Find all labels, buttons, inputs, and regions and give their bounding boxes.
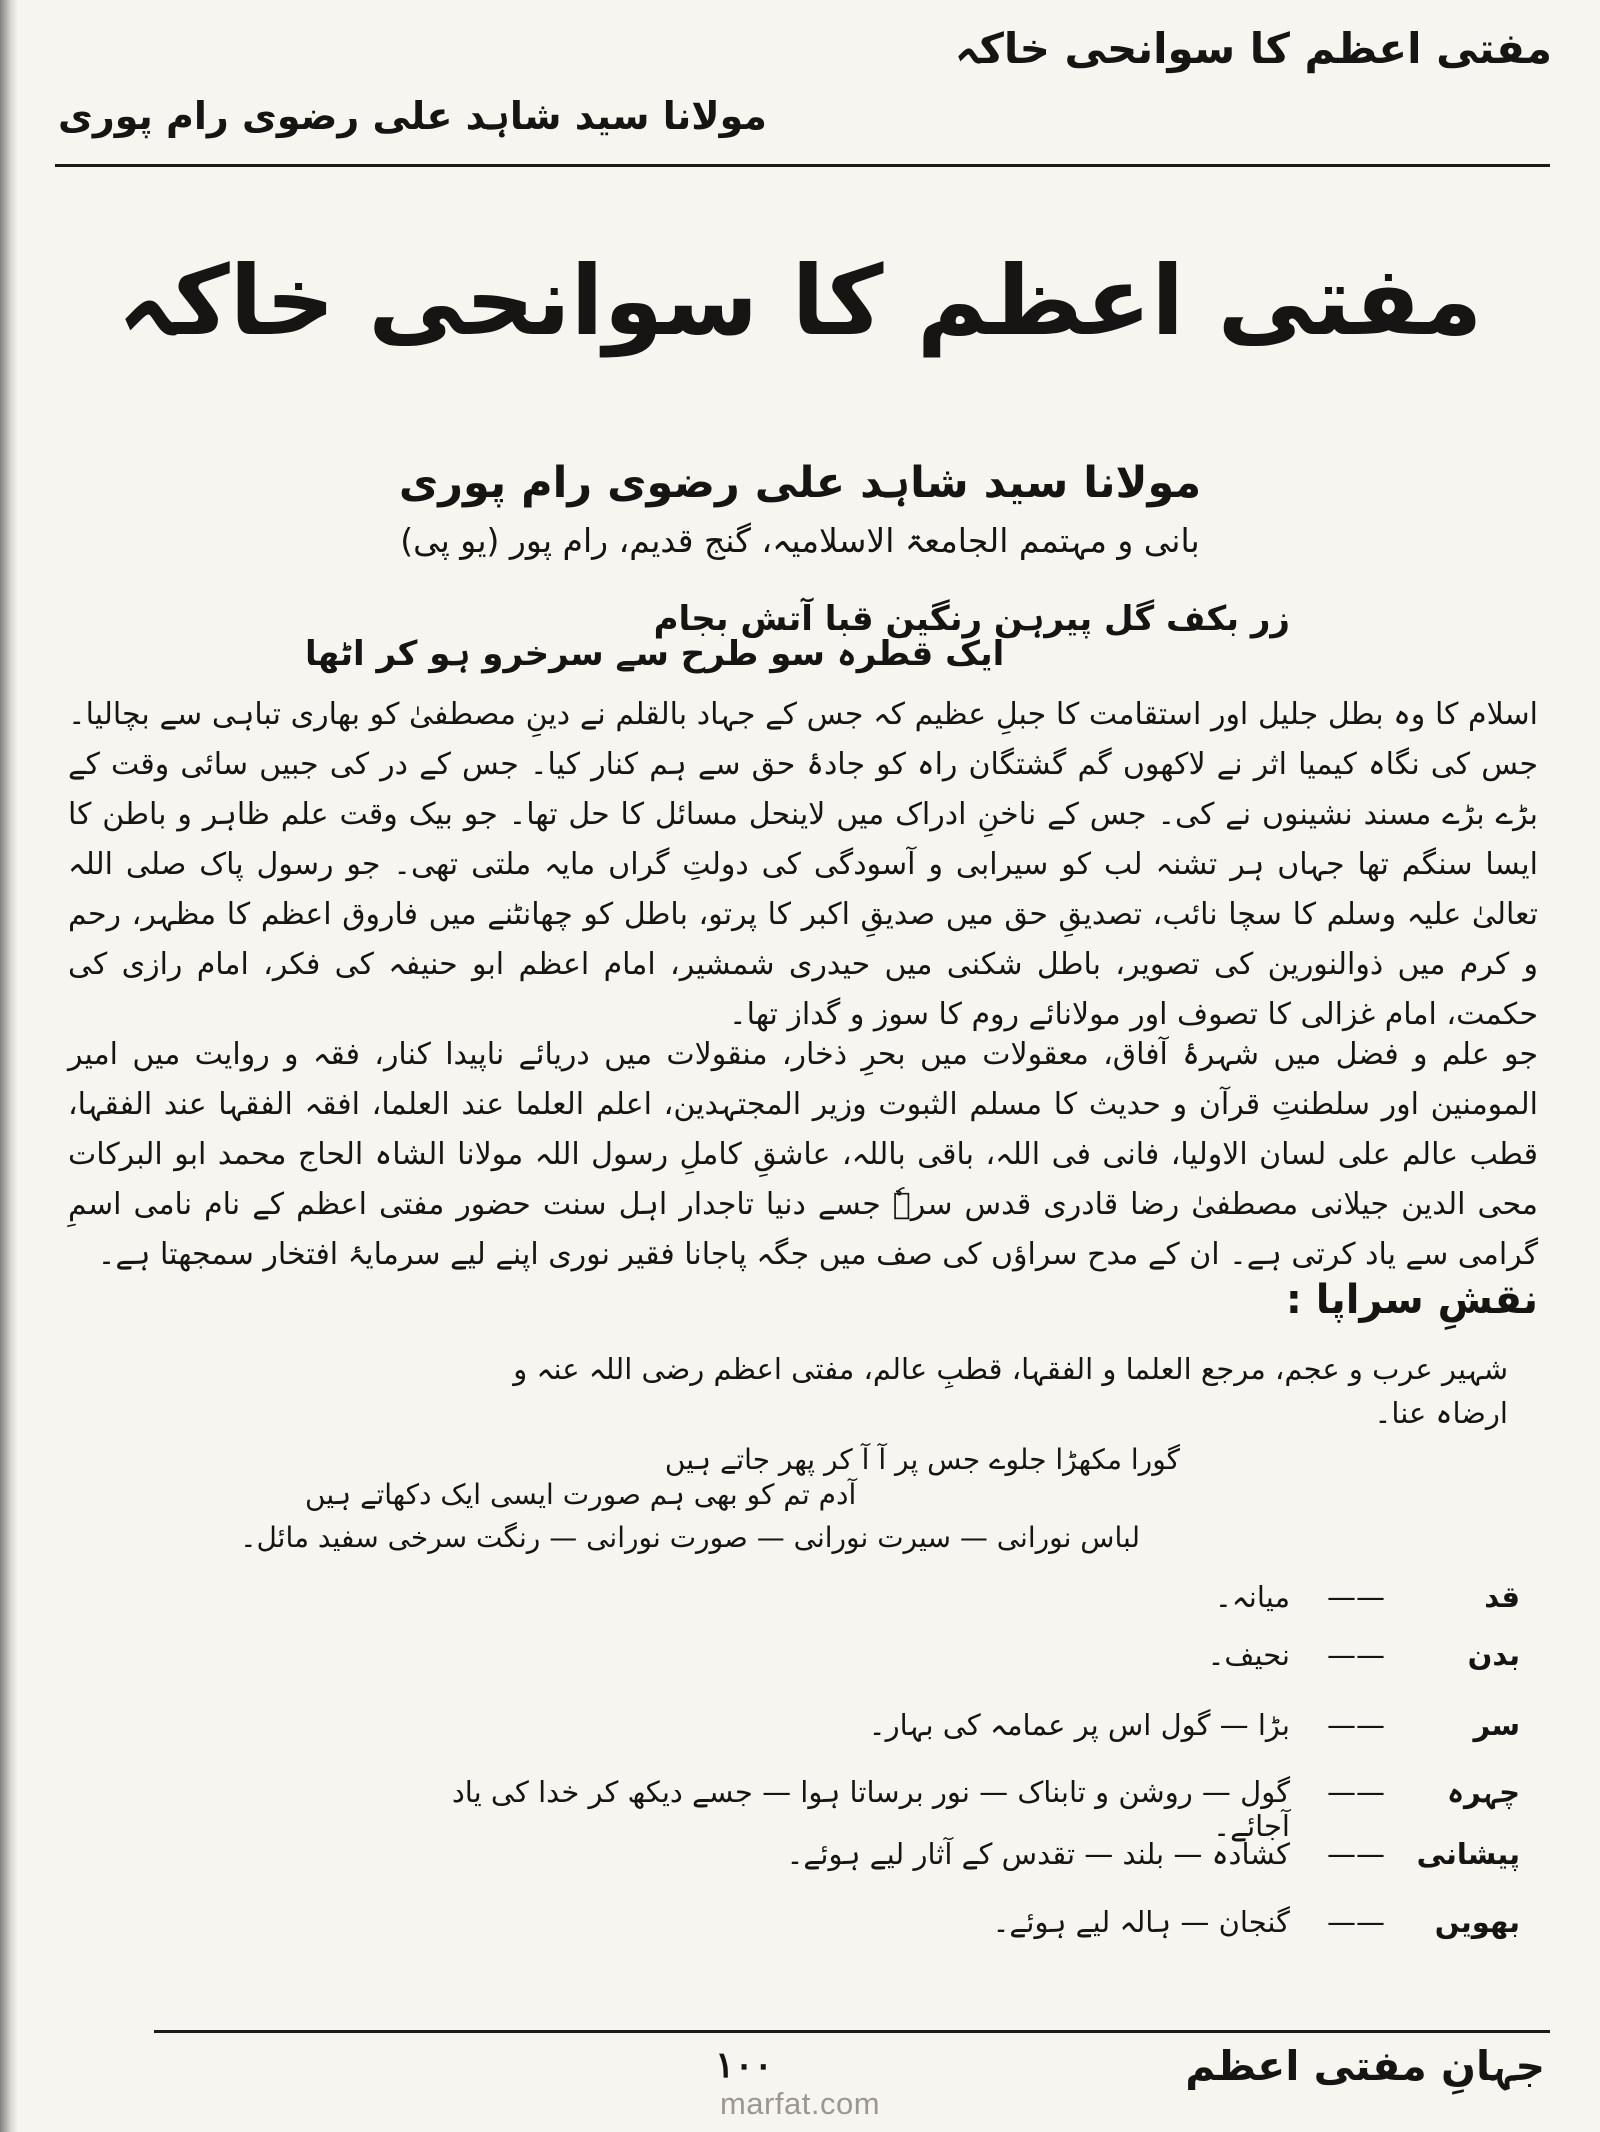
page-title: مفتی اعظم کا سوانحی خاکہ [117,245,1483,357]
running-footer-right: جہانِ مفتی اعظم [1185,2042,1545,2090]
detail-row-head [370,1708,1520,1768]
detail-label: قد [1484,1580,1520,1614]
detail-row-height [370,1580,1520,1640]
detail-label: بھویں [1434,1905,1520,1939]
detail-row-forehead [370,1837,1520,1897]
verse-line-right-2: گورا مکھڑا جلوے جس پر آ آ کر پھر جاتے ہیں [664,1443,1180,1476]
verse-line-left-2: آدم تم کو بھی ہم صورت ایسی ایک دکھاتے ہیں [305,1478,857,1511]
body-paragraph: جو علم و فضل میں شہرۂ آفاق، معقولات میں بحرِ ذخار، منقولات میں دریائے ناپیدا کنار، فقہ و روایت میں امیر المومنین اور سلطنتِ قرآن و حدیث کا مسلم الثبوت وزیر المجتہدین، اعلم العلما عند العلما، افقہ الفقہا عند الفقہا، قطب عالم علی لسان الاولیا، فانی فی اللہ، باقی باللہ، عاشقِ کاملِ رسول اللہ مولانا الشاہ الحاج محمد ابو البرکات محی الدین جیلانی مصطفیٰ رضا قادری قدس سرہٗ جسے دنیا تاجدار اہل سنت حضور مفتی اعظم کے نام نامی اسمِ گرامی سے یاد کرتی ہے۔ ان کے مدح سراؤں کی صف میں جگہ پاجانا فقیر نوری اپنے لیے سرمایۂ افتخار سمجھتا ہے۔ [68,1037,1538,1272]
detail-dash: —— [1327,1708,1385,1742]
detail-dash: —— [1327,1638,1385,1672]
detail-value: نحیف۔ [1207,1638,1290,1672]
website-watermark: marfat.com [719,2086,881,2121]
verse-line-right: زر بکف گل پیرہن رنگین قبا آتش بجام [653,599,1290,639]
running-header-left: مولانا سید شاہد علی رضوی رام پوری [58,94,767,138]
section-title: نقشِ سراپا : [1285,1277,1538,1323]
header-rule [55,164,1550,167]
section-description: شہیر عرب و عجم، مرجع العلما و الفقہا، قطبِ عالم، مفتی اعظم رضی اللہ عنہ و ارضاہ عنا۔ [513,1352,1508,1430]
detail-value: میانہ۔ [1214,1580,1290,1614]
qualities-line: لباس نورانی — سیرت نورانی — صورت نورانی — رنگت سرخی سفید مائل۔ [240,1521,1140,1554]
footer-rule [154,2030,1550,2033]
detail-value: بڑا — گول اس پر عمامہ کی بہار۔ [868,1708,1290,1742]
detail-label: چہرہ [1447,1775,1520,1809]
author-name: مولانا سید شاہد علی رضوی رام پوری [398,458,1202,508]
detail-label: سر [1473,1708,1520,1742]
page-number: ۱۰۰ [715,2044,774,2085]
detail-label: بدن [1467,1638,1520,1672]
detail-label: پیشانی [1416,1837,1520,1871]
detail-row-eyebrows [370,1905,1520,1965]
detail-value: گول — روشن و تابناک — نور برساتا ہوا — جسے دیکھ کر خدا کی یاد آجائے۔ [451,1775,1290,1843]
detail-value: گنجان — ہالہ لیے ہوئے۔ [992,1905,1290,1939]
detail-dash: —— [1327,1775,1385,1809]
verse-line-left: ایک قطرہ سو طرح سے سرخرو ہو کر اٹھا [305,634,1005,674]
detail-dash: —— [1327,1580,1385,1614]
detail-dash: —— [1327,1905,1385,1939]
author-designation: بانی و مہتمم الجامعۃ الاسلامیہ، گنج قدیم، رام پور (یو پی) [400,521,1200,560]
running-header-right: مفتی اعظم کا سوانحی خاکہ [954,24,1552,73]
detail-value: کشادہ — بلند — تقدس کے آثار لیے ہوئے۔ [786,1837,1290,1871]
detail-dash: —— [1327,1837,1385,1871]
detail-row-face [370,1775,1520,1843]
body-paragraph: اسلام کا وہ بطل جلیل اور استقامت کا جبلِ عظیم کہ جس کے جہاد بالقلم نے دینِ مصطفیٰ کو بھاری تباہی سے بچالیا۔ جس کی نگاہ کیمیا اثر نے لاکھوں گم گشتگان راہ کو جادۂ حق سے ہم کنار کیا۔ جس کے در کی جبیں سائی وقت کے بڑے بڑے مسند نشینوں نے کی۔ جس کے ناخنِ ادراک میں لاینحل مسائل کا حل تھا۔ جو بیک وقت علم ظاہر و باطن کا ایسا سنگم تھا جہاں ہر تشنہ لب کو سیرابی و آسودگی کی دولتِ گراں مایہ ملتی تھی۔ جو رسول پاک صلی اللہ تعالیٰ علیہ وسلم کا سچا نائب، تصدیقِ حق میں صدیقِ اکبر کا پرتو، باطل کو چھانٹنے میں فاروق اعظم کا مظہر، رحم و کرم میں ذوالنورین کی تصویر، باطل شکنی میں حیدری شمشیر، امام اعظم ابو حنیفہ کی فکر، امام رازی کی حکمت، امام غزالی کا تصوف اور مولانائے روم کا سوز و گداز تھا۔ [68,697,1538,1032]
detail-row-body [370,1638,1520,1698]
